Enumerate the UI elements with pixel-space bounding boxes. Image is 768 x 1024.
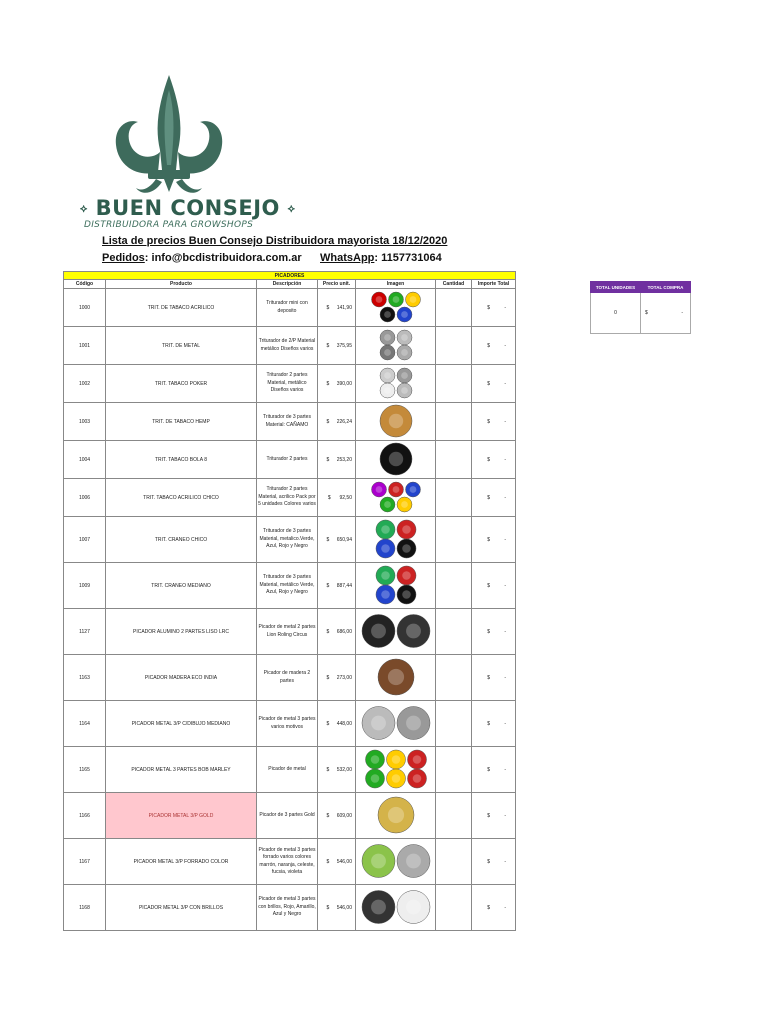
product-image xyxy=(356,655,436,701)
lrc-grinders-icon xyxy=(357,610,435,652)
price-amount: 532,00 xyxy=(336,766,352,773)
product-description: Triturador 2 partes xyxy=(257,441,318,479)
wood-grinder-icon xyxy=(357,656,435,698)
unit-price xyxy=(318,563,356,609)
product-code: 1002 xyxy=(64,365,106,403)
table-row xyxy=(64,839,516,885)
price-amount: 390,00 xyxy=(336,380,352,387)
brand-name xyxy=(80,196,295,220)
price-currency: $ xyxy=(326,628,330,635)
product-name: PICADOR METAL 3/P C/DIBUJO MEDIANO xyxy=(106,701,257,747)
price-amount: 448,00 xyxy=(336,720,352,727)
total-currency: $ xyxy=(487,720,491,727)
unit-price xyxy=(318,365,356,403)
total-currency: $ xyxy=(487,766,491,773)
total-currency: $ xyxy=(487,304,491,311)
unit-price xyxy=(318,701,356,747)
price-currency: $ xyxy=(326,456,330,463)
total-amount: - xyxy=(504,582,507,589)
price-amount: 253,20 xyxy=(336,456,352,463)
quantity-cell[interactable] xyxy=(436,885,472,931)
price-amount: 375,95 xyxy=(336,342,352,349)
total-cell xyxy=(472,365,516,403)
header-unit-price: Precio unit. xyxy=(318,280,356,289)
product-code: 1007 xyxy=(64,517,106,563)
product-code: 1000 xyxy=(64,289,106,327)
total-amount: - xyxy=(504,418,507,425)
total-currency: $ xyxy=(645,310,648,316)
total-cell xyxy=(472,885,516,931)
totals-table xyxy=(590,281,691,334)
product-name: PICADOR METAL 3/P FORRADO COLOR xyxy=(106,839,257,885)
product-code: 1168 xyxy=(64,885,106,931)
table-row xyxy=(64,563,516,609)
total-amount: - xyxy=(681,310,683,316)
unit-price xyxy=(318,747,356,793)
product-image xyxy=(356,839,436,885)
product-name: PICADOR MADERA ECO INDIA xyxy=(106,655,257,701)
product-name: TRIT. DE TABACO ACRILICO xyxy=(106,289,257,327)
product-description: Picador de 3 partes Gold xyxy=(257,793,318,839)
total-currency: $ xyxy=(487,812,491,819)
unit-price xyxy=(318,289,356,327)
total-amount: - xyxy=(504,766,507,773)
total-purchase-header: TOTAL COMPRA xyxy=(641,282,691,293)
total-amount: - xyxy=(504,456,507,463)
table-row xyxy=(64,747,516,793)
section-header-row xyxy=(64,272,516,280)
table-row xyxy=(64,327,516,365)
price-currency: $ xyxy=(326,582,330,589)
product-image xyxy=(356,327,436,365)
unit-price xyxy=(318,479,356,517)
quantity-cell[interactable] xyxy=(436,563,472,609)
ornament-left-icon: ⟡ xyxy=(80,202,88,215)
price-currency: $ xyxy=(326,904,330,911)
product-name: TRIT. TABACO ACRILICO CHICO xyxy=(106,479,257,517)
total-cell xyxy=(472,839,516,885)
unit-price xyxy=(318,609,356,655)
total-currency: $ xyxy=(487,418,491,425)
total-currency: $ xyxy=(487,628,491,635)
product-name: PICADOR ALUMINO 2 PARTES LISO LRC xyxy=(106,609,257,655)
product-description: Triturador de 3 partes Material, metalico.Verde, Azul, Rojo y Negro xyxy=(257,517,318,563)
quantity-cell[interactable] xyxy=(436,701,472,747)
total-amount: - xyxy=(504,304,507,311)
table-row xyxy=(64,479,516,517)
price-currency: $ xyxy=(326,342,330,349)
table-row xyxy=(64,403,516,441)
contact-line: Pedidos: info@bcdistribuidora.com.ar WhatsApp: 1157731064 xyxy=(102,252,442,264)
product-code: 1001 xyxy=(64,327,106,365)
product-image xyxy=(356,365,436,403)
price-table xyxy=(63,271,516,931)
price-amount: 141,90 xyxy=(336,304,352,311)
metal-printed-grinder-icon xyxy=(357,702,435,744)
total-currency: $ xyxy=(487,904,491,911)
ornament-right-icon: ⟡ xyxy=(287,202,296,215)
quantity-cell[interactable] xyxy=(436,365,472,403)
product-image xyxy=(356,289,436,327)
quantity-cell[interactable] xyxy=(436,479,472,517)
header-description: Descripción xyxy=(257,280,318,289)
product-code: 1167 xyxy=(64,839,106,885)
total-amount: - xyxy=(504,494,507,501)
header-quantity: Cantidad xyxy=(436,280,472,289)
product-description: Picador de metal 3 partes forrado varios colores marrón, naranja, celeste, fucsia, violeta xyxy=(257,839,318,885)
total-amount: - xyxy=(504,674,507,681)
price-amount: 546,00 xyxy=(336,858,352,865)
total-cell xyxy=(472,701,516,747)
gold-grinder-icon xyxy=(357,794,435,836)
orders-email[interactable]: info@bcdistribuidora.com.ar xyxy=(151,252,302,264)
total-currency: $ xyxy=(487,342,491,349)
product-name: PICADOR METAL 3/P CON BRILLOS xyxy=(106,885,257,931)
quantity-cell[interactable] xyxy=(436,517,472,563)
quantity-cell[interactable] xyxy=(436,403,472,441)
total-amount: - xyxy=(504,628,507,635)
price-amount: 609,00 xyxy=(336,812,352,819)
product-description: Picador de madera 2 partes xyxy=(257,655,318,701)
product-description: Triturador 2 partes Material, acrilico Pack por 5 unidades Colores varios xyxy=(257,479,318,517)
total-purchase-value xyxy=(641,293,691,334)
header-product: Producto xyxy=(106,280,257,289)
total-amount: - xyxy=(504,536,507,543)
brand-tagline: DISTRIBUIDORA PARA GROWSHOPS xyxy=(84,220,254,230)
orders-label: Pedidos xyxy=(102,252,145,264)
table-row xyxy=(64,885,516,931)
quantity-cell[interactable] xyxy=(436,441,472,479)
price-currency: $ xyxy=(326,674,330,681)
price-currency: $ xyxy=(326,858,330,865)
price-amount: 650,94 xyxy=(336,536,352,543)
whatsapp-label: WhatsApp xyxy=(320,252,375,264)
product-code: 1004 xyxy=(64,441,106,479)
header-images: Imagen xyxy=(356,280,436,289)
bob-marley-grinders-icon xyxy=(357,748,435,790)
quantity-cell[interactable] xyxy=(436,289,472,327)
product-image xyxy=(356,609,436,655)
product-name: TRIT. DE TABACO HEMP xyxy=(106,403,257,441)
total-currency: $ xyxy=(487,494,491,501)
product-code: 1165 xyxy=(64,747,106,793)
product-code: 1009 xyxy=(64,563,106,609)
product-image xyxy=(356,747,436,793)
price-amount: 546,00 xyxy=(336,904,352,911)
product-image xyxy=(356,701,436,747)
price-amount: 226,24 xyxy=(336,418,352,425)
table-row xyxy=(64,517,516,563)
total-cell xyxy=(472,289,516,327)
total-cell xyxy=(472,517,516,563)
product-description: Picador de metal 2 partes Lion Roling Circus xyxy=(257,609,318,655)
total-currency: $ xyxy=(487,536,491,543)
price-currency: $ xyxy=(326,812,330,819)
total-cell xyxy=(472,655,516,701)
total-cell xyxy=(472,327,516,365)
total-cell xyxy=(472,747,516,793)
price-currency: $ xyxy=(326,536,330,543)
table-row xyxy=(64,609,516,655)
brand-name-text: BUEN CONSEJO xyxy=(95,196,280,220)
product-name: TRIT. CRANEO CHICO xyxy=(106,517,257,563)
price-amount: 273,00 xyxy=(336,674,352,681)
unit-price xyxy=(318,517,356,563)
price-amount: 887,44 xyxy=(336,582,352,589)
skull-grinders-small-icon xyxy=(357,518,435,560)
poker-grinders-icon xyxy=(357,366,435,400)
product-description: Triturador de 3 partes Material, metálico Verde, Azul, Rojo y Negro xyxy=(257,563,318,609)
product-description: Triturador de 2/P Material metálico Diseños varios xyxy=(257,327,318,365)
product-code: 1164 xyxy=(64,701,106,747)
glitter-grinder-icon xyxy=(357,886,435,928)
table-row xyxy=(64,365,516,403)
total-amount: - xyxy=(504,720,507,727)
product-name: PICADOR METAL 3 PARTES BOB MARLEY xyxy=(106,747,257,793)
total-units-value: 0 xyxy=(591,293,641,334)
skull-grinders-medium-icon xyxy=(357,564,435,606)
total-amount: - xyxy=(504,380,507,387)
metal-grinders-icon xyxy=(357,328,435,362)
total-currency: $ xyxy=(487,582,491,589)
product-name: PICADOR METAL 3/P GOLD xyxy=(106,793,257,839)
quantity-cell[interactable] xyxy=(436,747,472,793)
product-code: 1166 xyxy=(64,793,106,839)
unit-price xyxy=(318,655,356,701)
product-image xyxy=(356,793,436,839)
price-currency: $ xyxy=(326,720,330,727)
total-currency: $ xyxy=(487,674,491,681)
eight-ball-grinder-icon xyxy=(357,442,435,476)
unit-price xyxy=(318,441,356,479)
unit-price xyxy=(318,403,356,441)
total-currency: $ xyxy=(487,380,491,387)
product-image xyxy=(356,517,436,563)
table-row xyxy=(64,655,516,701)
product-description: Picador de metal 3 partes con brillos, Rojo, Amarillo, Azul y Negro xyxy=(257,885,318,931)
total-amount: - xyxy=(504,342,507,349)
product-name: TRIT. TABACO POKER xyxy=(106,365,257,403)
product-image xyxy=(356,885,436,931)
total-amount: - xyxy=(504,904,507,911)
whatsapp-contact: WhatsApp: 1157731064 xyxy=(320,252,442,264)
total-cell xyxy=(472,793,516,839)
table-row xyxy=(64,441,516,479)
section-title: PICADORES xyxy=(64,272,516,280)
product-code: 1163 xyxy=(64,655,106,701)
price-amount: 92,50 xyxy=(339,494,352,501)
unit-price xyxy=(318,793,356,839)
product-description: Picador de metal 3 partes varios motivos xyxy=(257,701,318,747)
product-name: TRIT. TABACO BOLA 8 xyxy=(106,441,257,479)
price-currency: $ xyxy=(327,494,331,501)
product-image xyxy=(356,403,436,441)
acrylic-grinders-icon xyxy=(357,290,435,324)
product-code: 1127 xyxy=(64,609,106,655)
product-code: 1003 xyxy=(64,403,106,441)
total-amount: - xyxy=(504,858,507,865)
total-amount: - xyxy=(504,812,507,819)
header-code: Código xyxy=(64,280,106,289)
unit-price xyxy=(318,327,356,365)
colored-grinder-icon xyxy=(357,840,435,882)
total-cell xyxy=(472,403,516,441)
column-header-row xyxy=(64,280,516,289)
total-currency: $ xyxy=(487,456,491,463)
price-currency: $ xyxy=(326,766,330,773)
table-row xyxy=(64,793,516,839)
price-currency: $ xyxy=(326,418,330,425)
total-cell xyxy=(472,609,516,655)
whatsapp-number[interactable]: 1157731064 xyxy=(381,252,442,264)
total-units-header: TOTAL UNIDADES xyxy=(591,282,641,293)
price-currency: $ xyxy=(326,380,330,387)
document-title: Lista de precios Buen Consejo Distribuidora mayorista 18/12/2020 xyxy=(102,235,448,247)
total-cell xyxy=(472,441,516,479)
product-description: Triturador 2 partes Material, metálico Diseños varios xyxy=(257,365,318,403)
product-name: TRIT. DE METAL xyxy=(106,327,257,365)
quantity-cell[interactable] xyxy=(436,839,472,885)
table-row xyxy=(64,701,516,747)
total-cell xyxy=(472,563,516,609)
total-cell xyxy=(472,479,516,517)
product-name: TRIT. CRANEO MEDIANO xyxy=(106,563,257,609)
price-currency: $ xyxy=(326,304,330,311)
price-amount: 686,00 xyxy=(336,628,352,635)
quantity-cell[interactable] xyxy=(436,793,472,839)
product-image xyxy=(356,479,436,517)
product-description: Triturador mini con deposito xyxy=(257,289,318,327)
hemp-grinder-icon xyxy=(357,404,435,438)
header-total: Importe Total xyxy=(472,280,516,289)
unit-price xyxy=(318,885,356,931)
quantity-cell[interactable] xyxy=(436,609,472,655)
product-code: 1006 xyxy=(64,479,106,517)
quantity-cell[interactable] xyxy=(436,327,472,365)
product-description: Picador de metal xyxy=(257,747,318,793)
product-image xyxy=(356,563,436,609)
unit-price xyxy=(318,839,356,885)
total-currency: $ xyxy=(487,858,491,865)
table-row xyxy=(64,289,516,327)
product-image xyxy=(356,441,436,479)
product-description: Triturador de 3 partes Material: CAÑAMO xyxy=(257,403,318,441)
quantity-cell[interactable] xyxy=(436,655,472,701)
small-acrylic-grinders-icon xyxy=(357,480,435,514)
